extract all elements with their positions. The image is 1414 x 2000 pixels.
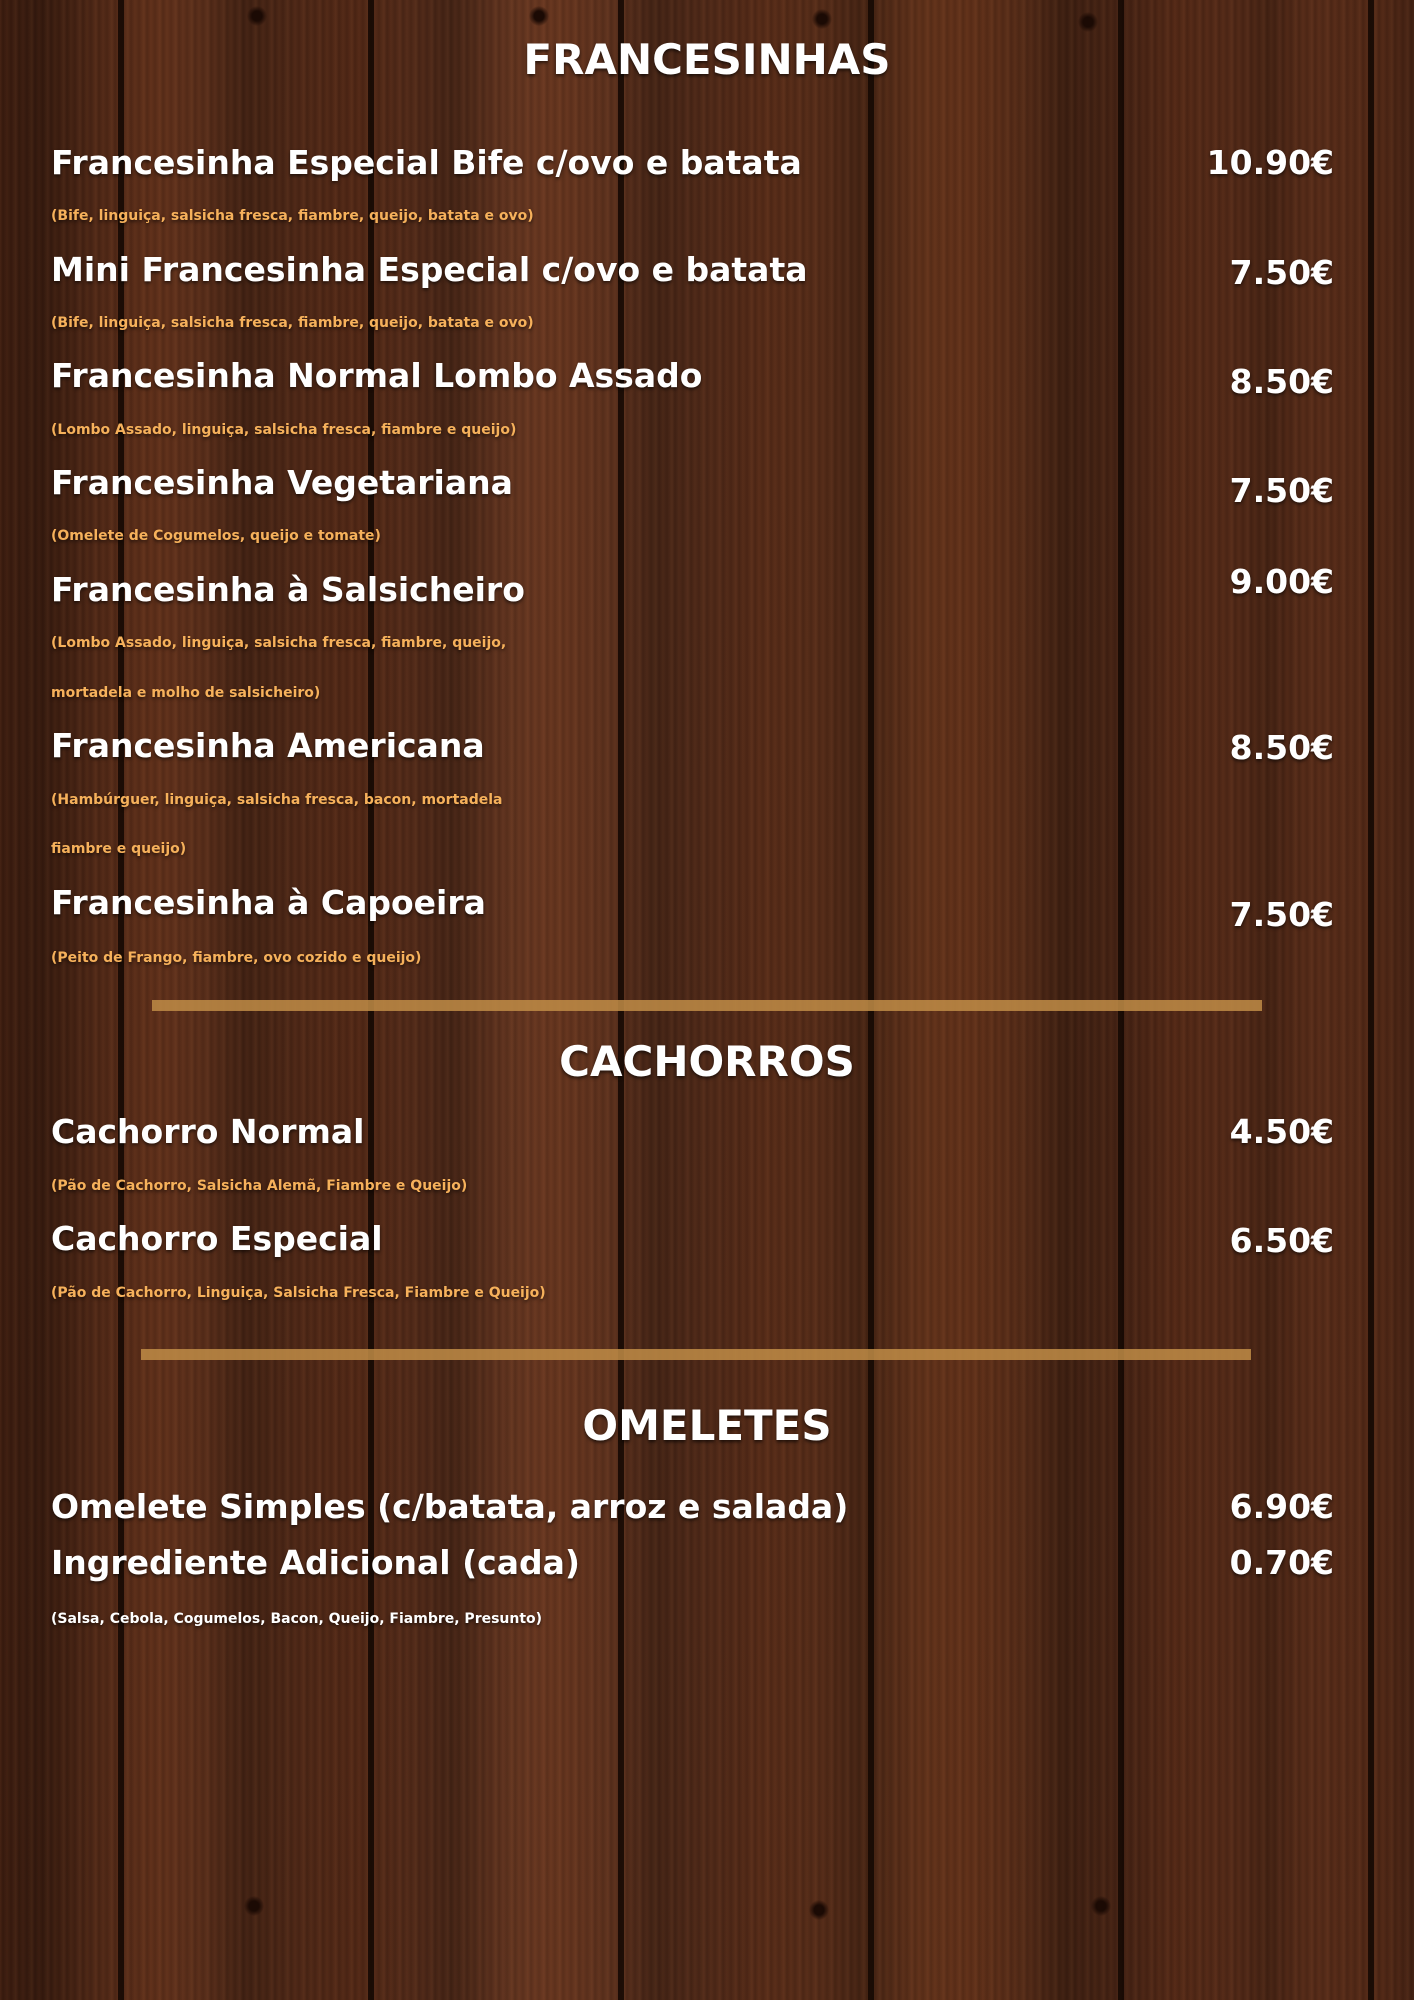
item-name: Francesinha Vegetariana: [51, 463, 513, 502]
item-name: Francesinha Especial Bife c/ovo e batata: [51, 143, 802, 182]
item-description: (Lombo Assado, linguiça, salsicha fresca, fiambre e queijo): [51, 422, 517, 438]
item-description: (Bife, linguiça, salsicha fresca, fiambre, queijo, batata e ovo): [51, 315, 534, 331]
item-name: Mini Francesinha Especial c/ovo e batata: [51, 250, 808, 289]
item-price: 4.50€: [1229, 1112, 1334, 1151]
nail-head: [809, 1900, 829, 1920]
nail-head: [1091, 1896, 1111, 1916]
item-price: 9.00€: [1229, 562, 1334, 601]
item-price: 6.50€: [1229, 1221, 1334, 1260]
item-price: 10.90€: [1206, 143, 1334, 182]
item-description: (Omelete de Cogumelos, queijo e tomate): [51, 528, 381, 544]
item-name: Francesinha Americana: [51, 726, 485, 765]
item-name: Francesinha à Salsicheiro: [51, 570, 525, 609]
nail-head: [1078, 12, 1098, 32]
nail-head: [247, 6, 267, 26]
nail-head: [812, 9, 832, 29]
item-description: (Hambúrguer, linguiça, salsicha fresca, bacon, mortadela: [51, 792, 503, 808]
omeletes-heading: OMELETES: [582, 1401, 832, 1450]
item-price: 0.70€: [1229, 1543, 1334, 1582]
section-divider: [141, 1349, 1251, 1360]
item-price: 7.50€: [1229, 895, 1334, 934]
item-description: (Lombo Assado, linguiça, salsicha fresca, fiambre, queijo,: [51, 635, 507, 651]
item-name: Cachorro Normal: [51, 1112, 365, 1151]
nail-head: [529, 6, 549, 26]
item-price: 7.50€: [1229, 471, 1334, 510]
item-description-continued: fiambre e queijo): [51, 841, 187, 857]
item-price: 7.50€: [1229, 253, 1334, 292]
item-price: 8.50€: [1229, 728, 1334, 767]
item-description: (Bife, linguiça, salsicha fresca, fiambre, queijo, batata e ovo): [51, 208, 534, 224]
francesinhas-heading: FRANCESINHAS: [523, 35, 891, 84]
item-description: (Pão de Cachorro, Linguiça, Salsicha Fresca, Fiambre e Queijo): [51, 1285, 546, 1301]
item-description-continued: mortadela e molho de salsicheiro): [51, 685, 321, 701]
item-description: (Salsa, Cebola, Cogumelos, Bacon, Queijo, Fiambre, Presunto): [51, 1611, 543, 1627]
item-name: Omelete Simples (c/batata, arroz e salada): [51, 1487, 849, 1526]
cachorros-heading: CACHORROS: [559, 1037, 855, 1086]
item-description: (Peito de Frango, fiambre, ovo cozido e queijo): [51, 950, 422, 966]
item-name: Francesinha à Capoeira: [51, 883, 486, 922]
item-price: 8.50€: [1229, 362, 1334, 401]
item-name: Francesinha Normal Lombo Assado: [51, 356, 703, 395]
item-description: (Pão de Cachorro, Salsicha Alemã, Fiambre e Queijo): [51, 1178, 468, 1194]
item-name: Cachorro Especial: [51, 1219, 383, 1258]
section-divider: [152, 1000, 1262, 1011]
nail-head: [244, 1896, 264, 1916]
item-price: 6.90€: [1229, 1487, 1334, 1526]
item-name: Ingrediente Adicional (cada): [51, 1543, 580, 1582]
